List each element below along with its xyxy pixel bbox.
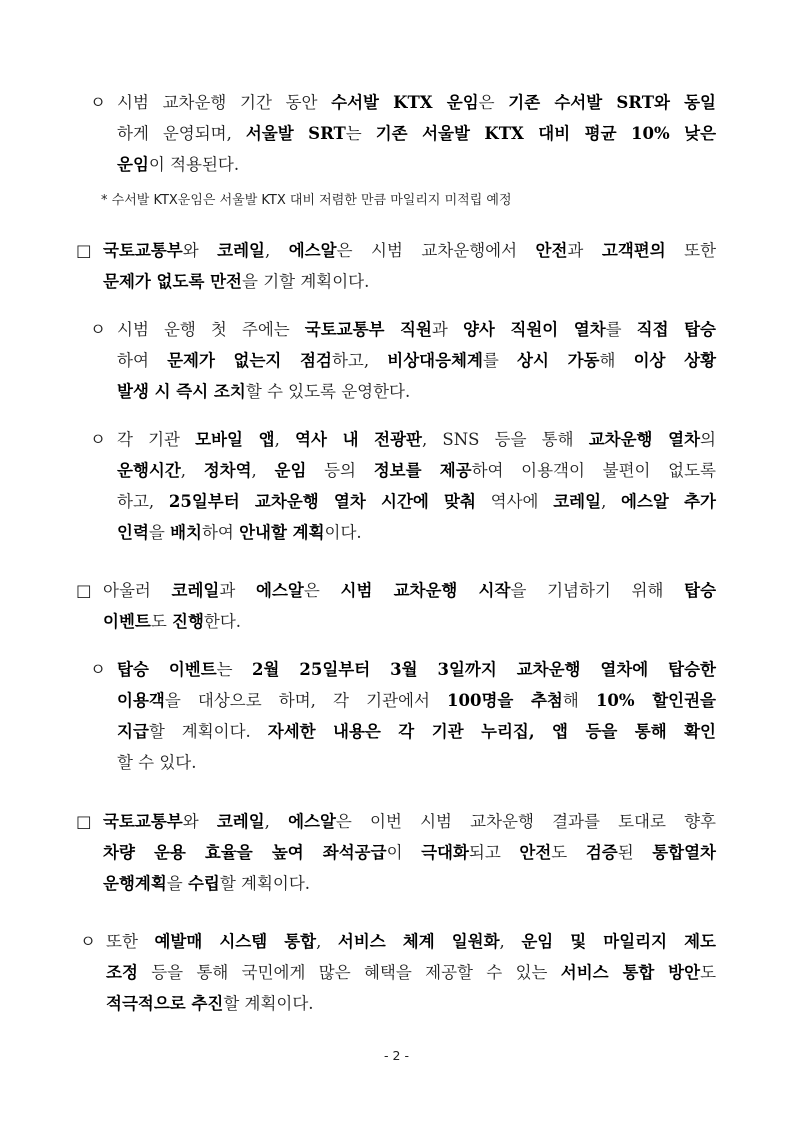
page-number: - 2 - — [384, 1048, 409, 1063]
paragraph-line: 시범 교차운행 기간 동안 수서발 KTX 운임은 기존 수서발 SRT와 동일 — [117, 93, 716, 112]
paragraph-line: 시범 운행 첫 주에는 국토교통부 직원과 양사 직원이 열차를 직접 탑승 — [117, 320, 716, 339]
paragraph-line: 탑승 이벤트는 2월 25일부터 3월 3일까지 교차운행 열차에 탑승한 — [117, 660, 716, 679]
paragraph-line: 적극적으로 추진할 계획이다. — [106, 994, 314, 1013]
paragraph-line: 운임이 적용된다. — [117, 155, 240, 174]
footnote: * 수서발 KTX운임은 서울발 KTX 대비 저렴한 만큼 마일리지 미적립 예정 — [101, 193, 512, 208]
paragraph-line: 각 기관 모바일 앱, 역사 내 전광판, SNS 등을 통해 교차운행 열차의 — [117, 430, 716, 449]
square-bullet: □ — [76, 581, 92, 600]
paragraph-line: 이용객을 대상으로 하며, 각 기관에서 100명을 추첨해 10% 할인권을 — [117, 691, 716, 710]
paragraph-line: 하고, 25일부터 교차운행 열차 시간에 맞춰 역사에 코레일, 에스알 추가 — [117, 492, 716, 511]
circle-bullet: ㅇ — [80, 932, 96, 951]
paragraph-line: 국토교통부와 코레일, 에스알은 시범 교차운행에서 안전과 고객편의 또한 — [103, 241, 717, 260]
paragraph-line: 발생 시 즉시 조치할 수 있도록 운영한다. — [117, 382, 411, 401]
paragraph-line: 아울러 코레일과 에스알은 시범 교차운행 시작을 기념하기 위해 탑승 — [103, 581, 717, 600]
paragraph-line: 지급할 계획이다. 자세한 내용은 각 기관 누리집, 앱 등을 통해 확인 — [117, 722, 716, 741]
paragraph-line: 이벤트도 진행한다. — [103, 612, 242, 631]
circle-bullet: ㅇ — [90, 430, 106, 449]
square-bullet: □ — [76, 241, 92, 260]
paragraph-line: 하여 문제가 없는지 점검하고, 비상대응체계를 상시 가동해 이상 상황 — [117, 351, 717, 370]
paragraph-line: 조정 등을 통해 국민에게 많은 혜택을 제공할 수 있는 서비스 통합 방안도 — [106, 963, 717, 982]
circle-bullet: ㅇ — [90, 320, 106, 339]
paragraph-line: 하게 운영되며, 서울발 SRT는 기존 서울발 KTX 대비 평균 10% 낮은 — [117, 124, 717, 143]
paragraph-line: 할 수 있다. — [117, 753, 197, 772]
paragraph-line: 또한 예발매 시스템 통합, 서비스 체계 일원화, 운임 및 마일리지 제도 — [106, 932, 716, 951]
paragraph-line: 차량 운용 효율을 높여 좌석공급이 극대화되고 안전도 검증된 통합열차 — [103, 843, 716, 862]
paragraph-line: 국토교통부와 코레일, 에스알은 이번 시범 교차운행 결과를 토대로 향후 — [103, 812, 716, 831]
circle-bullet: ㅇ — [90, 93, 106, 112]
paragraph-line: 인력을 배치하여 안내할 계획이다. — [117, 523, 362, 542]
paragraph-line: 운행계획을 수립할 계획이다. — [103, 874, 311, 893]
paragraph-line: 문제가 없도록 만전을 기할 계획이다. — [103, 272, 370, 291]
square-bullet: □ — [76, 812, 92, 831]
paragraph-line: 운행시간, 정차역, 운임 등의 정보를 제공하여 이용객이 불편이 없도록 — [117, 461, 716, 480]
circle-bullet: ㅇ — [90, 660, 106, 679]
